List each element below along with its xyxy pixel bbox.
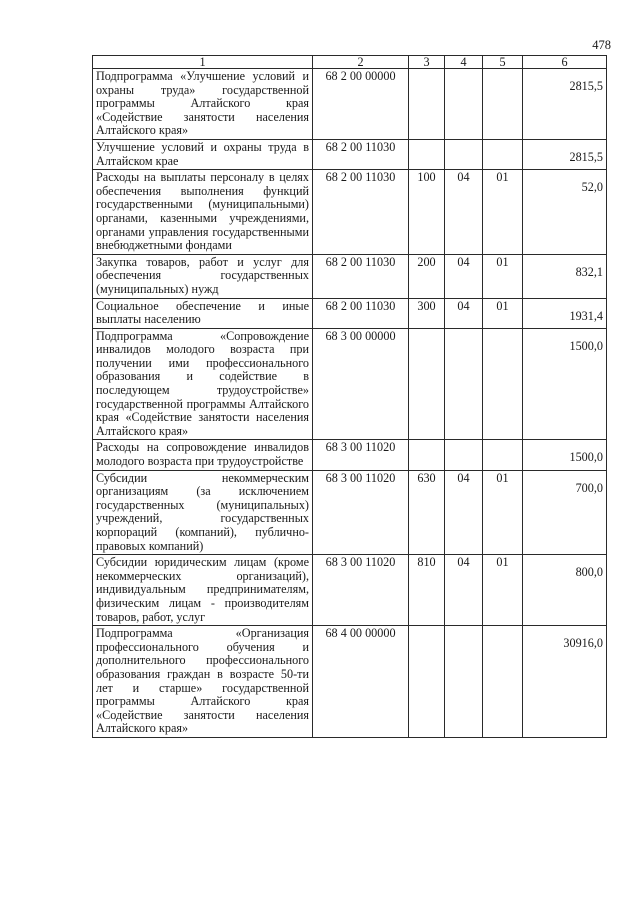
row-pr (483, 328, 523, 440)
row-rz (445, 440, 483, 470)
row-pr (483, 626, 523, 738)
row-sum: 1500,0 (569, 450, 603, 465)
table-row (93, 440, 607, 470)
row-code: 68 4 00 00000 (313, 626, 409, 738)
row-rz (445, 69, 483, 140)
row-rz (445, 328, 483, 440)
row-rz: 04 (445, 555, 483, 626)
row-rz (445, 139, 483, 169)
row-code: 68 2 00 00000 (313, 69, 409, 140)
table-row (93, 626, 607, 738)
row-code: 68 2 00 11030 (313, 298, 409, 328)
row-rz: 04 (445, 470, 483, 555)
row-sum-cell (523, 470, 607, 555)
row-pr (483, 139, 523, 169)
row-sum: 2815,5 (569, 79, 603, 93)
row-pr: 01 (483, 470, 523, 555)
table-row (93, 470, 607, 555)
header-col-3: 3 (409, 56, 445, 69)
header-col-4: 4 (445, 56, 483, 69)
row-vr (409, 626, 445, 738)
row-sum-cell (523, 69, 607, 140)
row-sum: 700,0 (575, 480, 603, 495)
row-pr: 01 (483, 170, 523, 255)
table-row (93, 139, 607, 169)
row-pr: 01 (483, 298, 523, 328)
row-name: Подпрограмма «Организация профессионального обучения и дополнительного профессионального образования граждан в возрасте 50-ти лет и старше» государственной программы Алтайского края «Содействие занятости населения Алтайского края» (93, 626, 313, 738)
row-sum-cell (523, 170, 607, 255)
row-sum: 1500,0 (569, 338, 603, 353)
row-sum-cell (523, 298, 607, 328)
row-code: 68 2 00 11030 (313, 254, 409, 298)
row-name: Расходы на сопровождение инвалидов молодого возраста при трудоустройстве (93, 440, 313, 470)
row-vr (409, 440, 445, 470)
row-pr: 01 (483, 555, 523, 626)
row-name: Социальное обеспечение и иные выплаты населению (93, 298, 313, 328)
row-pr: 01 (483, 254, 523, 298)
table-row (93, 555, 607, 626)
row-vr (409, 69, 445, 140)
budget-table (92, 55, 607, 738)
table-row (93, 298, 607, 328)
page-number: 478 (592, 38, 611, 52)
row-name: Подпрограмма «Сопровождение инвалидов молодого возраста при получении ими профессионального образования и содействие в последующем трудоустройстве» государственной программы Алтайского края «Содействие занятости населения Алтайского края» (93, 328, 313, 440)
row-sum: 30916,0 (563, 636, 603, 651)
table-header (93, 56, 607, 69)
row-sum: 800,0 (575, 565, 603, 580)
row-sum-cell (523, 440, 607, 470)
header-row (93, 56, 607, 69)
row-code: 68 2 00 11030 (313, 139, 409, 169)
table-row (93, 328, 607, 440)
row-code: 68 3 00 11020 (313, 555, 409, 626)
row-rz: 04 (445, 170, 483, 255)
header-col-6: 6 (523, 56, 607, 69)
row-sum-cell (523, 555, 607, 626)
row-vr (409, 328, 445, 440)
row-pr (483, 69, 523, 140)
table-row (93, 254, 607, 298)
table-row (93, 170, 607, 255)
row-sum: 52,0 (581, 180, 603, 195)
row-sum-cell (523, 139, 607, 169)
row-sum-cell (523, 254, 607, 298)
row-vr: 630 (409, 470, 445, 555)
row-code: 68 3 00 11020 (313, 470, 409, 555)
row-vr (409, 139, 445, 169)
row-code: 68 3 00 00000 (313, 328, 409, 440)
header-col-5: 5 (483, 56, 523, 69)
header-col-1: 1 (93, 56, 313, 69)
row-sum: 832,1 (575, 264, 603, 279)
row-rz: 04 (445, 298, 483, 328)
row-vr: 100 (409, 170, 445, 255)
row-code: 68 2 00 11030 (313, 170, 409, 255)
row-vr: 810 (409, 555, 445, 626)
row-name: Субсидии некоммерческим организациям (за исключением государственных (муниципальных) учреждений, государственных корпораций (компаний), публично-правовых компаний) (93, 470, 313, 555)
row-vr: 200 (409, 254, 445, 298)
row-vr: 300 (409, 298, 445, 328)
row-name: Расходы на выплаты персоналу в целях обеспечения выполнения функций государственными (муниципальными) органами, казенными учреждениями, органами управления государственными внебюджетными фондами (93, 170, 313, 255)
row-name: Подпрограмма «Улучшение условий и охраны труда» государственной программы Алтайского края «Содействие занятости населения Алтайского края» (93, 69, 313, 140)
row-rz (445, 626, 483, 738)
row-sum-cell (523, 328, 607, 440)
row-rz: 04 (445, 254, 483, 298)
row-name: Закупка товаров, работ и услуг для обеспечения государственных (муниципальных) нужд (93, 254, 313, 298)
row-sum: 2815,5 (569, 149, 603, 164)
row-code: 68 3 00 11020 (313, 440, 409, 470)
table-row (93, 69, 607, 140)
row-sum-cell (523, 626, 607, 738)
row-name: Субсидии юридическим лицам (кроме некоммерческих организаций), индивидуальным предпринимателям, физическим лицам - производителям товаров, работ, услуг (93, 555, 313, 626)
row-name: Улучшение условий и охраны труда в Алтайском крае (93, 139, 313, 169)
row-sum: 1931,4 (569, 308, 603, 323)
header-col-2: 2 (313, 56, 409, 69)
row-pr (483, 440, 523, 470)
